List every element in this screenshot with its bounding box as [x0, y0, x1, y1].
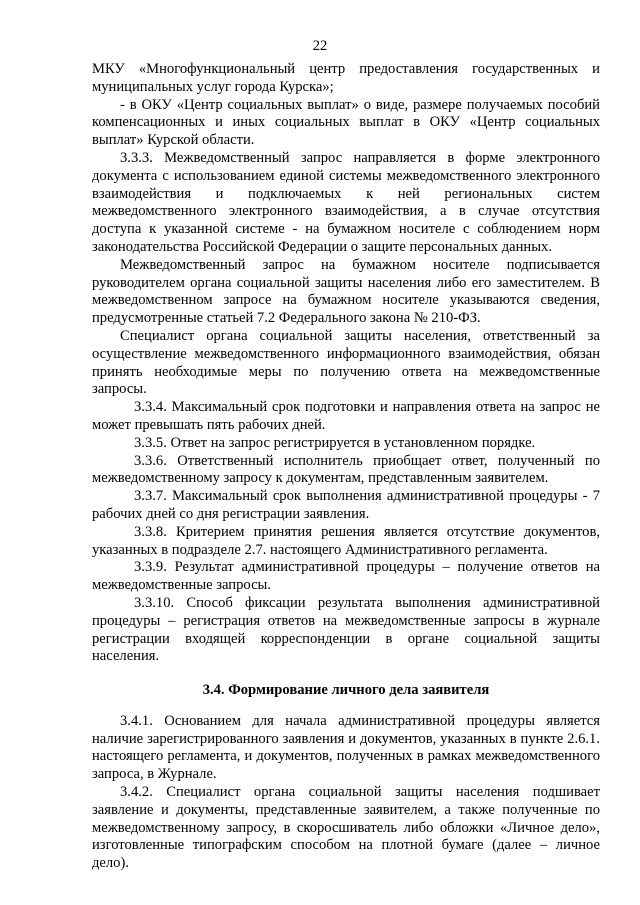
document-body: [92, 61, 600, 873]
paragraph-3-4-1: 3.4.1. Основанием для начала административной процедуры является наличие зарегистрированного заявления и документов, указанных в пункте 2.6.1. настоящего регламента, и документов, полученных в рамках межведомственного запроса, в Журнале.: [92, 712, 600, 783]
paragraph-3-4-2: 3.4.2. Специалист органа социальной защиты населения подшивает заявление и документы, представленные заявителем, а также полученные по межведомственному запросу, в скоросшиватель либо обложки «Личное дело», изготовленные типографским способом на плотной бумаге (далее – личное дело).: [92, 784, 600, 872]
section-heading: 3.4. Формирование личного дела заявителя: [202, 682, 490, 699]
paragraph-3-3-6: 3.3.6. Ответственный исполнитель приобщает ответ, полученный по межведомственному запросу к документам, представленным заявителем.: [92, 452, 600, 487]
paragraph-3-3-7: 3.3.7. Максимальный срок выполнения административной процедуры - 7 рабочих дней со дня регистрации заявления.: [92, 488, 600, 522]
paragraph-3-3-3: 3.3.3. Межведомственный запрос направляется в форме электронного документа с использованием единой системы межведомственного электронного взаимодействия и подключаемых к ней региональных систем межведомственного электронного взаимодействия, а в случае отсутствия доступа к указанной системе - на бумажном носителе с соблюдением норм законодательства Российской Федерации о защите персональных данных.: [92, 149, 600, 255]
paragraph-3-3-4: 3.3.4. Максимальный срок подготовки и направления ответа на запрос не может превышать пять рабочих дней.: [92, 399, 600, 433]
paragraph-3-3-8: 3.3.8. Критерием принятия решения является отсутствие документов, указанных в подразделе 2.7. настоящего Административного регламента.: [92, 523, 600, 558]
paragraph-3-3-5: 3.3.5. Ответ на запрос регистрируется в установленном порядке.: [134, 434, 536, 451]
paragraph: МКУ «Многофункциональный центр предоставления государственных и муниципальных услуг города Курска»;: [92, 61, 600, 95]
paragraph: - в ОКУ «Центр социальных выплат» о виде, размере получаемых пособий компенсационных и иных социальных выплат в ОКУ «Центр социальных выплат» Курской области.: [92, 96, 600, 149]
paragraph-3-3-10: 3.3.10. Способ фиксации результата выполнения административной процедуры – регистрация ответов на межведомственные запросы в журнале регистрации входящей корреспонденции в органе социальной защиты населения.: [92, 594, 600, 665]
paragraph: Специалист органа социальной защиты населения, ответственный за осуществление межведомственного информационного взаимодействия, обязан принять необходимые меры по получению ответа на межведомственные запросы.: [92, 327, 600, 398]
page-number: 22: [312, 38, 328, 54]
paragraph: Межведомственный запрос на бумажном носителе подписывается руководителем органа социальной защиты населения либо его заместителем. В межведомственном запросе на бумажном носителе указываются сведения, предусмотренные статьей 7.2 Федерального закона № 210-ФЗ.: [92, 256, 600, 327]
paragraph-3-3-9: 3.3.9. Результат административной процедуры – получение ответов на межведомственные запросы.: [92, 559, 600, 594]
